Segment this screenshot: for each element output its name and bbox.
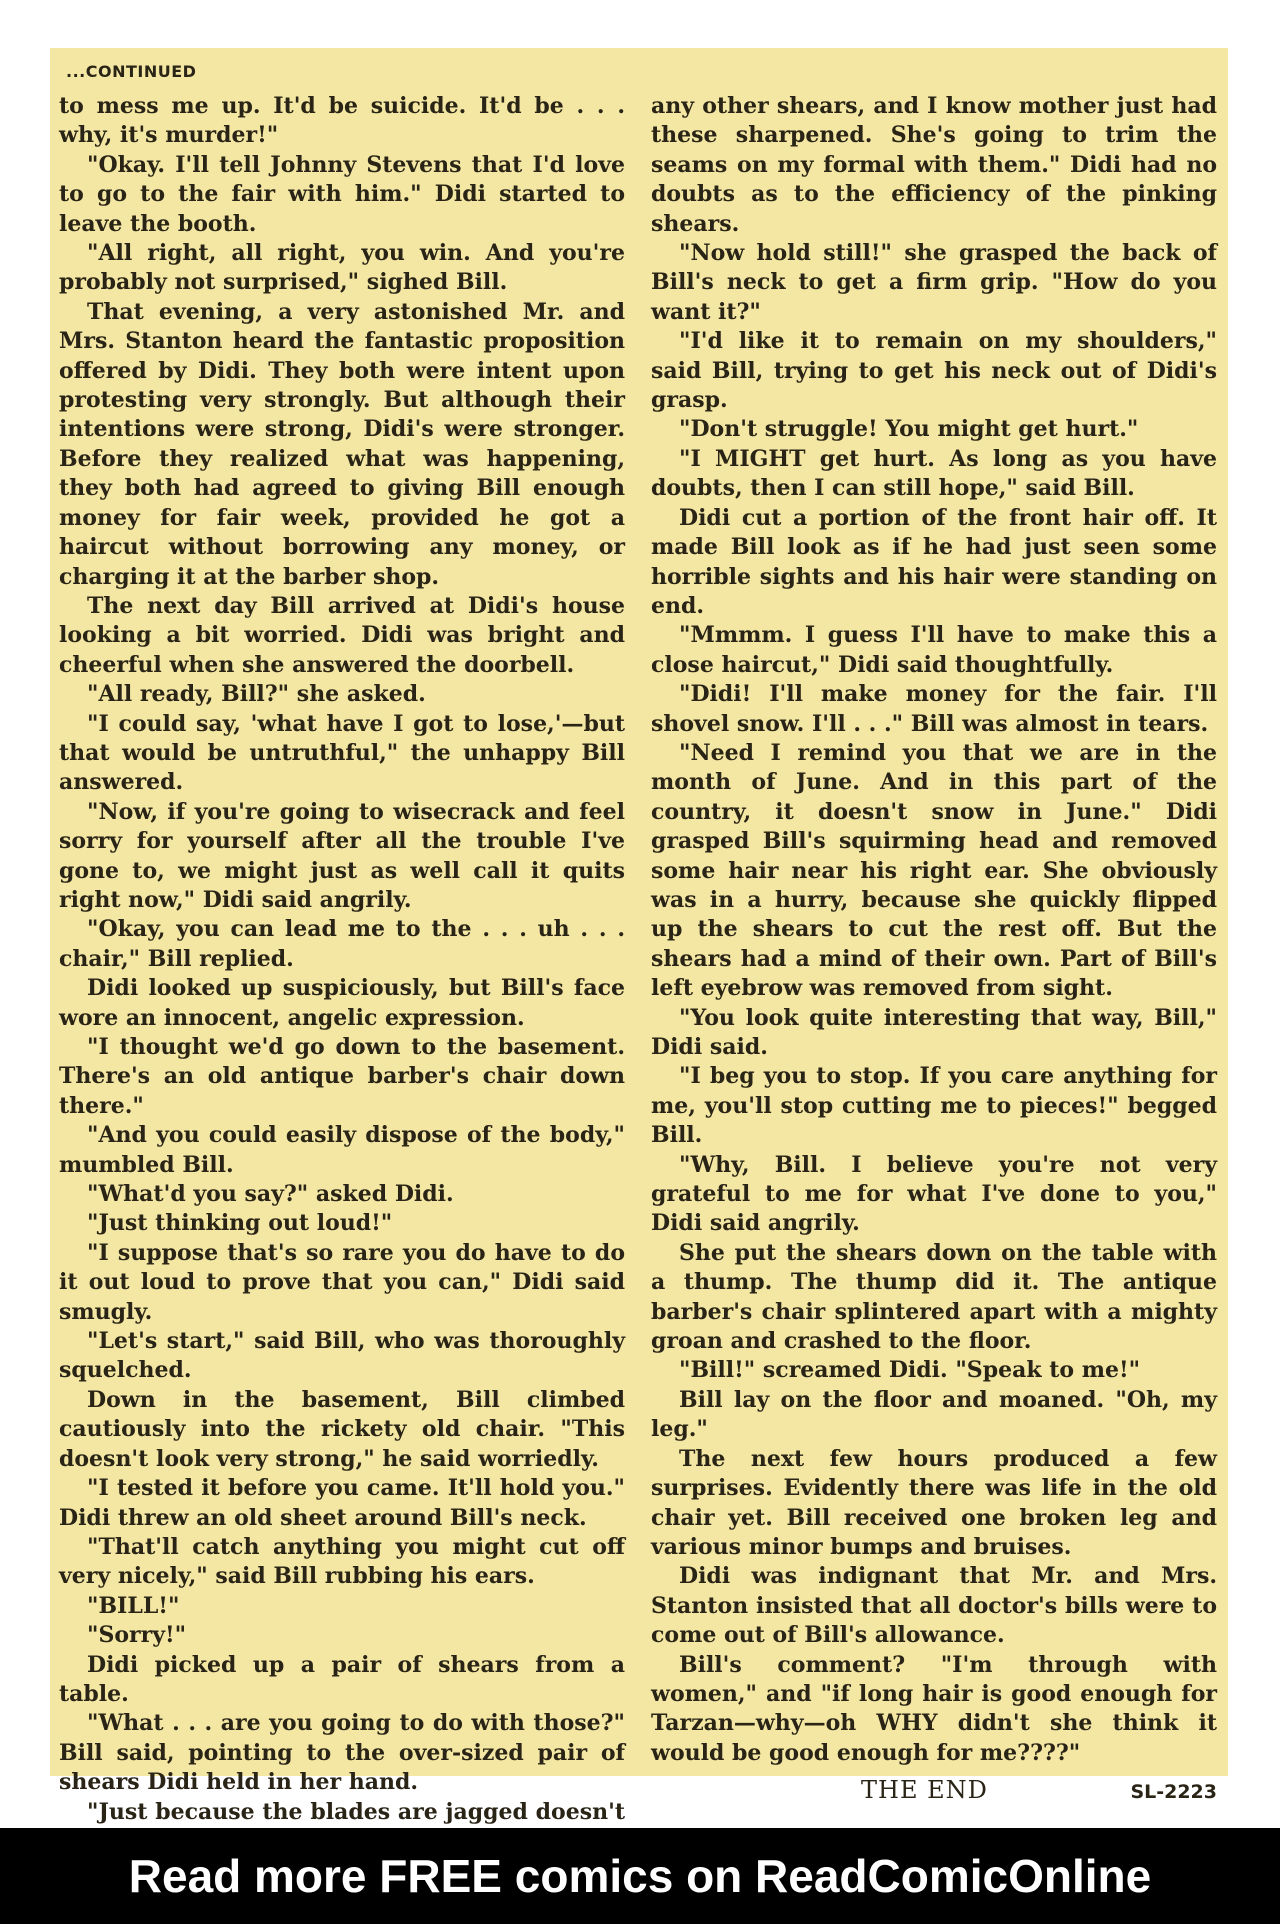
paragraph: "You look quite interesting that way, Bill," Didi said. [651,1004,1217,1060]
paragraph: "I suppose that's so rare you do have to do it out loud to prove that you can," Didi said smugly. [59,1239,625,1325]
paragraph: "I tested it before you came. It'll hold you." Didi threw an old sheet around Bill's neck. [59,1475,625,1531]
left-column [59,92,625,1886]
paragraph: "Just thinking out loud!" [87,1210,393,1237]
paragraph: any other shears, and I know mother just had these sharpened. She's going to trim the seams on my formal with them." Didi had no doubts as to the efficiency of the pinking shears. [651,93,1217,237]
paragraph: Didi cut a portion of the front hair off. It made Bill look as if he had just seen some horrible sights and his hair were standing on end. [651,504,1217,619]
paragraph: Bill's comment? "I'm through with women," and "if long hair is good enough for Tarzan—why—oh WHY didn't she think it would be good enough for me????" [651,1651,1217,1766]
paragraph: "What . . . are you going to do with those?" Bill said, pointing to the over-sized pair of shears Didi held in her hand. [59,1710,625,1796]
paragraph: "Now hold still!" she grasped the back of Bill's neck to get a firm grip. "How do you want it?" [651,240,1217,325]
paragraph: Down in the basement, Bill climbed cautiously into the rickety old chair. "This doesn't look very strong," he said worriedly. [59,1386,625,1472]
the-end-label: THE END [861,1776,988,1805]
paragraph: "And you could easily dispose of the body," mumbled Bill. [59,1122,625,1178]
promo-banner[interactable] [0,1828,1280,1924]
paragraph: The next few hours produced a few surprises. Evidently there was life in the old chair yet. Bill received one broken leg and various minor bumps and bruises. [651,1445,1217,1560]
paragraph: "I thought we'd go down to the basement. There's an old antique barber's chair down there." [59,1034,625,1119]
paragraph: "Bill!" screamed Didi. "Speak to me!" [679,1357,1141,1384]
paragraph: "BILL!" [87,1592,180,1619]
continued-label: ...CONTINUED [66,62,197,81]
paragraph: "I beg you to stop. If you care anything for me, you'll stop cutting me to pieces!" begged Bill. [651,1063,1217,1149]
promo-banner-text[interactable]: Read more FREE comics on ReadComicOnline [128,1850,1152,1902]
paragraph: That evening, a very astonished Mr. and Mrs. Stanton heard the fantastic proposition offered by Didi. They both were intent upon protesting very strongly. But although their intentions were strong, Didi's were stronger. Before they realized what was happening, they both had agreed to giving Bill enough money for fair week, provided he got a haircut without borrowing any money, or charging it at the barber shop. [59,298,625,590]
story-page [50,48,1228,1825]
paragraph: "Sorry!" [87,1622,187,1649]
paragraph: "Mmmm. I guess I'll have to make this a close haircut," Didi said thoughtfully. [651,622,1217,678]
right-column [651,92,1217,1808]
paragraph: "All right, all right, you win. And you're probably not surprised," sighed Bill. [59,240,625,296]
paragraph: The next day Bill arrived at Didi's house looking a bit worried. Didi was bright and cheerful when she answered the doorbell. [59,592,625,678]
paragraph: "Okay, you can lead me to the . . . uh . . . chair," Bill replied. [59,916,625,972]
paragraph: "I could say, 'what have I got to lose,'—but that would be untruthful," the unhappy Bill answered. [59,710,625,796]
paragraph: "Need I remind you that we are in the month of June. And in this part of the country, it doesn't snow in June." Didi grasped Bill's squirming head and removed some hair near his right ear. She obviously was in a hurry, because she quickly flipped up the shears to cut the rest off. But the shears had a mind of their own. Part of Bill's left eyebrow was removed from sight. [651,739,1217,1002]
paragraph: to mess me up. It'd be suicide. It'd be . . . why, it's murder!" [59,93,625,149]
paragraph: "Why, Bill. I believe you're not very grateful to me for what I've done to you," Didi said angrily. [651,1151,1217,1237]
paragraph: "What'd you say?" asked Didi. [87,1181,454,1208]
paragraph: Didi looked up suspiciously, but Bill's face wore an innocent, angelic expression. [59,975,625,1031]
story-ending [651,1776,1217,1807]
paragraph: "That'll catch anything you might cut off very nicely," said Bill rubbing his ears. [59,1533,625,1590]
paragraph: She put the shears down on the table with a thump. The thump did it. The antique barber's chair splintered apart with a mighty groan and crashed to the floor. [651,1239,1217,1355]
paragraph: "I MIGHT get hurt. As long as you have doubts, then I can still hope," said Bill. [651,445,1217,502]
paragraph: "Let's start," said Bill, who was thoroughly squelched. [59,1328,625,1384]
paragraph: "Don't struggle! You might get hurt." [679,416,1139,443]
story-code: SL-2223 [1130,1781,1217,1804]
paragraph: "I'd like it to remain on my shoulders," said Bill, trying to get his neck out of Didi's grasp. [651,328,1217,414]
paragraph: Didi was indignant that Mr. and Mrs. Stanton insisted that all doctor's bills were to come out of Bill's allowance. [651,1563,1217,1649]
paragraph: "Now, if you're going to wisecrack and feel sorry for yourself after all the trouble I've gone to, we might just as well call it quits right now," Didi said angrily. [59,798,625,913]
paragraph: Bill lay on the floor and moaned. "Oh, my leg." [651,1386,1217,1443]
paragraph: "All ready, Bill?" she asked. [87,681,426,708]
paragraph: Didi picked up a pair of shears from a table. [59,1651,625,1707]
paragraph: "Okay. I'll tell Johnny Stevens that I'd love to go to the fair with him." Didi started to leave the booth. [59,151,625,237]
paragraph: "Just because the blades are jagged doesn't [87,1798,625,1825]
paragraph: "Didi! I'll make money for the fair. I'll shovel snow. I'll . . ." Bill was almost in tears. [651,681,1217,737]
